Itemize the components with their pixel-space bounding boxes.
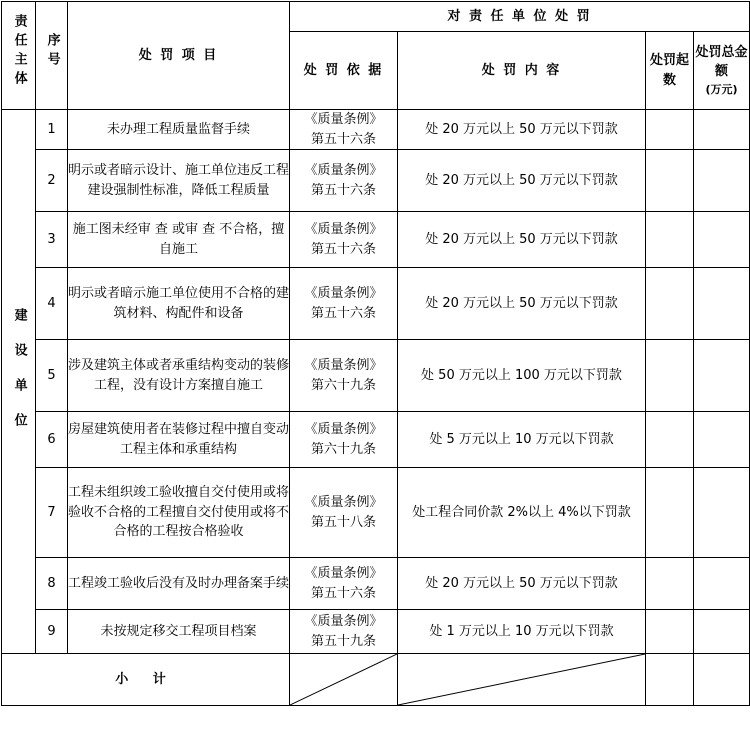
total-amount	[694, 654, 750, 706]
row-content: 处 20 万元以上 50 万元以下罚款	[398, 212, 646, 268]
row-count	[646, 558, 694, 610]
header-count	[646, 32, 694, 110]
row-count	[646, 110, 694, 150]
row-basis-line2: 第五十六条	[310, 182, 376, 198]
row-item: 未办理工程质量监督手续	[68, 110, 290, 150]
row-basis-line2: 第五十六条	[310, 585, 376, 601]
table-row	[2, 558, 750, 610]
row-count	[646, 212, 694, 268]
row-amount	[694, 150, 750, 212]
header-count-label: 处罚起数	[649, 53, 689, 88]
row-basis-line1: 《质量条例》	[304, 222, 383, 237]
row-item: 明示或者暗示设计、施工单位违反工程建设强制性标准，降低工程质量	[68, 150, 290, 212]
row-serial: 8	[36, 558, 68, 610]
row-content: 处 5 万元以上 10 万元以下罚款	[398, 412, 646, 468]
row-basis	[290, 610, 398, 654]
row-count	[646, 412, 694, 468]
row-serial: 1	[36, 110, 68, 150]
row-basis	[290, 268, 398, 340]
row-basis-line2: 第五十八条	[310, 514, 376, 530]
table-row	[2, 110, 750, 150]
header-content: 处 罚 内 容	[398, 32, 646, 110]
total-basis-struck	[290, 654, 398, 706]
row-item: 工程竣工验收后没有及时办理备案手续	[68, 558, 290, 610]
row-count	[646, 468, 694, 558]
row-amount	[694, 340, 750, 412]
row-content: 处 50 万元以上 100 万元以下罚款	[398, 340, 646, 412]
row-basis-line2: 第六十九条	[310, 441, 376, 457]
row-count	[646, 610, 694, 654]
row-serial: 5	[36, 340, 68, 412]
row-serial: 7	[36, 468, 68, 558]
table-row	[2, 268, 750, 340]
punishment-table	[1, 1, 750, 706]
row-basis-line1: 《质量条例》	[304, 163, 383, 178]
row-basis-line2: 第五十六条	[310, 131, 376, 147]
row-content: 处 20 万元以上 50 万元以下罚款	[398, 268, 646, 340]
row-basis-line2: 第五十六条	[310, 241, 376, 257]
row-item: 工程未组织竣工验收擅自交付使用或将验收不合格的工程擅自交付使用或将不合格的工程按合格验收	[68, 468, 290, 558]
table-header-row-1	[2, 2, 750, 32]
subject-construction-unit-label: 建设单位	[11, 308, 27, 449]
row-item: 施工图未经审 查 或审 查 不合格，擅自施工	[68, 212, 290, 268]
row-item: 房屋建筑使用者在装修过程中擅自变动工程主体和承重结构	[68, 412, 290, 468]
row-basis	[290, 558, 398, 610]
row-basis	[290, 150, 398, 212]
row-basis	[290, 468, 398, 558]
row-content: 处 1 万元以上 10 万元以下罚款	[398, 610, 646, 654]
row-count	[646, 340, 694, 412]
row-basis-line1: 《质量条例》	[304, 422, 383, 437]
header-serial	[36, 2, 68, 110]
header-amount	[694, 32, 750, 110]
row-serial: 2	[36, 150, 68, 212]
row-basis-line2: 第五十六条	[310, 305, 376, 321]
row-content: 处工程合同价款 2%以上 4%以下罚款	[398, 468, 646, 558]
row-serial: 3	[36, 212, 68, 268]
row-item: 未按规定移交工程项目档案	[68, 610, 290, 654]
row-basis	[290, 212, 398, 268]
table-row	[2, 340, 750, 412]
header-punishment-group: 对 责 任 单 位 处 罚	[290, 2, 750, 32]
row-item: 涉及建筑主体或者承重结构变动的装修工程，没有设计方案擅自施工	[68, 340, 290, 412]
row-amount	[694, 412, 750, 468]
row-serial: 4	[36, 268, 68, 340]
row-item: 明示或者暗示施工单位使用不合格的建筑材料、构配件和设备	[68, 268, 290, 340]
table-row	[2, 212, 750, 268]
subject-construction-unit	[2, 110, 36, 654]
row-content: 处 20 万元以上 50 万元以下罚款	[398, 110, 646, 150]
row-basis-line1: 《质量条例》	[304, 112, 383, 127]
table-total-row	[2, 654, 750, 706]
diagonal-strike-icon	[290, 654, 397, 705]
header-subject-label: 责任主体	[11, 14, 27, 91]
header-item: 处 罚 项 目	[68, 2, 290, 110]
total-label: 小 计	[2, 654, 290, 706]
row-basis-line1: 《质量条例》	[304, 614, 383, 629]
table-row	[2, 412, 750, 468]
row-amount	[694, 558, 750, 610]
header-serial-label: 序号	[44, 33, 60, 72]
row-basis-line1: 《质量条例》	[304, 495, 383, 510]
table-row	[2, 610, 750, 654]
row-basis-line1: 《质量条例》	[304, 566, 383, 581]
row-count	[646, 268, 694, 340]
row-basis	[290, 340, 398, 412]
row-basis-line2: 第六十九条	[310, 377, 376, 393]
header-basis: 处 罚 依 据	[290, 32, 398, 110]
table-row	[2, 468, 750, 558]
row-basis-line1: 《质量条例》	[304, 286, 383, 301]
row-amount	[694, 468, 750, 558]
row-amount	[694, 268, 750, 340]
row-amount	[694, 110, 750, 150]
document-page	[0, 1, 750, 748]
row-count	[646, 150, 694, 212]
row-amount	[694, 610, 750, 654]
table-row	[2, 150, 750, 212]
row-serial: 6	[36, 412, 68, 468]
diagonal-strike-icon	[398, 654, 645, 705]
total-count	[646, 654, 694, 706]
row-basis-line1: 《质量条例》	[304, 358, 383, 373]
row-basis-line2: 第五十九条	[310, 633, 376, 649]
row-basis	[290, 412, 398, 468]
total-content-struck	[398, 654, 646, 706]
row-amount	[694, 212, 750, 268]
header-amount-label: 处罚总金额	[695, 44, 748, 80]
row-serial: 9	[36, 610, 68, 654]
row-content: 处 20 万元以上 50 万元以下罚款	[398, 558, 646, 610]
header-amount-unit: (万元)	[705, 82, 738, 96]
header-subject	[2, 2, 36, 110]
row-content: 处 20 万元以上 50 万元以下罚款	[398, 150, 646, 212]
row-basis	[290, 110, 398, 150]
